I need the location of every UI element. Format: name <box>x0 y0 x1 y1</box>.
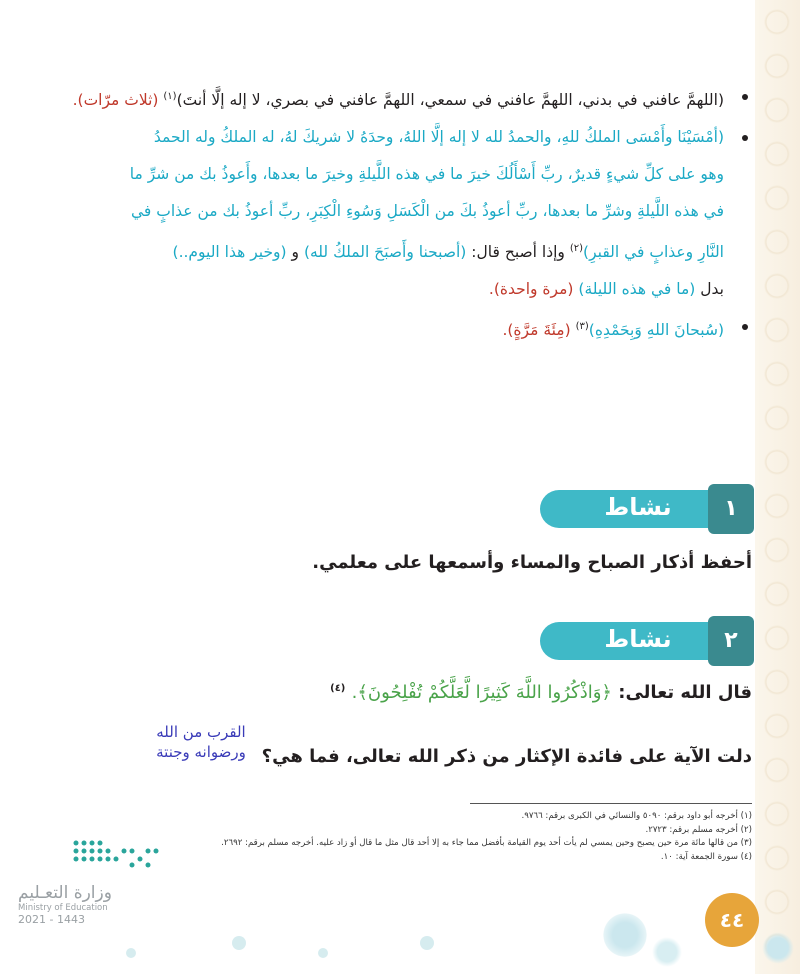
ornament-icon <box>126 948 136 958</box>
footnote-ref: (٢) <box>569 243 584 255</box>
ornament-icon <box>420 936 434 950</box>
footnote-ref: (١) <box>163 91 177 102</box>
activity-1-header <box>540 490 754 528</box>
dhikr-text-line: في هذه اللَّيلةِ وشرِّ ما بعدها، ربِّ أعوذُ بكَ من الْكَسَلِ وَسُوءِ الْكِبَرِ، ربِّ أعوذُ بك من عذابٍ في <box>131 202 724 221</box>
footnote: (٣) من قالها مائة مرة حين يصبح وحين يمسي لم يأت أحد يوم القيامة بأفضل مما جاء به إلا أحد قال مثل ما قال أو زاد عليه. أخرجه مسلم برقم: ٢٦٩٢. <box>221 838 752 848</box>
dhikr-text-line: (أمْسَيْنَا وأَمْسَى الملكُ للهِ، والحمدُ لله لا إله إلَّا اللهُ، وحدَهُ لا شريكَ لهُ، له الملكُ وله الحمدُ <box>153 128 724 147</box>
activity-2-verse-line: قال الله تعالى: ﴿وَاذْكُرُوا اللَّهَ كَثِيرًا لَّعَلَّكُمْ تُفْلِحُونَ﴾. $^{(٤)}$ <box>330 682 752 703</box>
ornament-icon <box>650 935 684 969</box>
dhikr-text-line: وهو على كلِّ شيءٍ قديرٌ، ربِّ أَسْأَلُكَ خيرَ ما في هذه اللَّيلةِ وخيرَ ما بعدها، وأَعوذُ بك من شرِّ ما <box>129 165 724 184</box>
decorative-side-border <box>755 0 800 974</box>
ornament-icon <box>318 948 328 958</box>
footnote-divider <box>470 803 752 804</box>
repetition-note: (مِئَةَ مَرَّةٍ). <box>502 321 571 340</box>
activity-1-task: أحفظ أذكار الصباح والمساء وأسمعها على معلمي. <box>312 552 752 573</box>
footnote-ref: (٣) <box>575 321 589 333</box>
list-item-continuation <box>30 156 752 308</box>
activity-label: نشاط <box>604 625 672 653</box>
repetition-note: (مرة واحدة). <box>488 280 574 299</box>
footnote-ref: (٤) <box>330 683 346 694</box>
footnotes <box>180 810 752 864</box>
handwritten-answer: القرب من الله ورضوانه وجنتة <box>156 723 246 761</box>
ministry-logo-text: وزارة التعـليم Ministry of Education 2021 - 1443 <box>18 883 112 926</box>
activity-number: ٢ <box>708 616 754 666</box>
activity-label: نشاط <box>604 493 672 521</box>
activity-number: ١ <box>708 484 754 534</box>
quran-verse: ﴿وَاذْكُرُوا اللَّهَ كَثِيرًا لَّعَلَّكُمْ تُفْلِحُونَ﴾. <box>351 682 612 703</box>
ornament-icon <box>760 930 796 966</box>
dhikr-text-line: بدل (ما في هذه الليلة) (مرة واحدة). <box>488 280 724 299</box>
footnote: (١) أخرجه أبو داود برقم: ٥٠٩٠ والنسائي في الكبرى برقم: ٩٧٦٦. <box>521 811 752 821</box>
page-number-badge: ٤٤ <box>705 893 759 947</box>
list-item <box>30 308 752 349</box>
ornament-icon <box>232 936 246 950</box>
dhikr-text: (اللهمَّ عافني في بدني، اللهمَّ عافني في سمعي، اللهمَّ عافني في بصري، لا إله إلَّا أنتَ) <box>176 91 724 110</box>
ministry-logo-icon <box>70 835 160 875</box>
ornament-icon <box>600 910 650 960</box>
activity-2-question: دلت الآية على فائدة الإكثار من ذكر الله تعالى، فما هي؟ <box>261 746 752 767</box>
list-item <box>30 119 752 156</box>
footnote: (٢) أخرجه مسلم برقم: ٢٧٢٣. <box>645 824 752 835</box>
footnote: (٤) سورة الجمعة آية: ١٠. <box>660 851 752 862</box>
list-item <box>30 78 752 119</box>
dhikr-text: (سُبحانَ اللهِ وَبِحَمْدِهِ) <box>588 321 724 340</box>
dhikr-list <box>30 78 752 349</box>
activity-2-header <box>540 622 754 660</box>
repetition-note: (ثلاث مرّات). <box>72 91 159 110</box>
dhikr-text-line: النَّارِ وعذابٍ في القبرِ)$^{(٢)}$ وإذا أصبح قال: (أصبحنا وأَصبَحَ الملكُ لله) و (وخير هذا اليوم..) <box>172 243 724 262</box>
